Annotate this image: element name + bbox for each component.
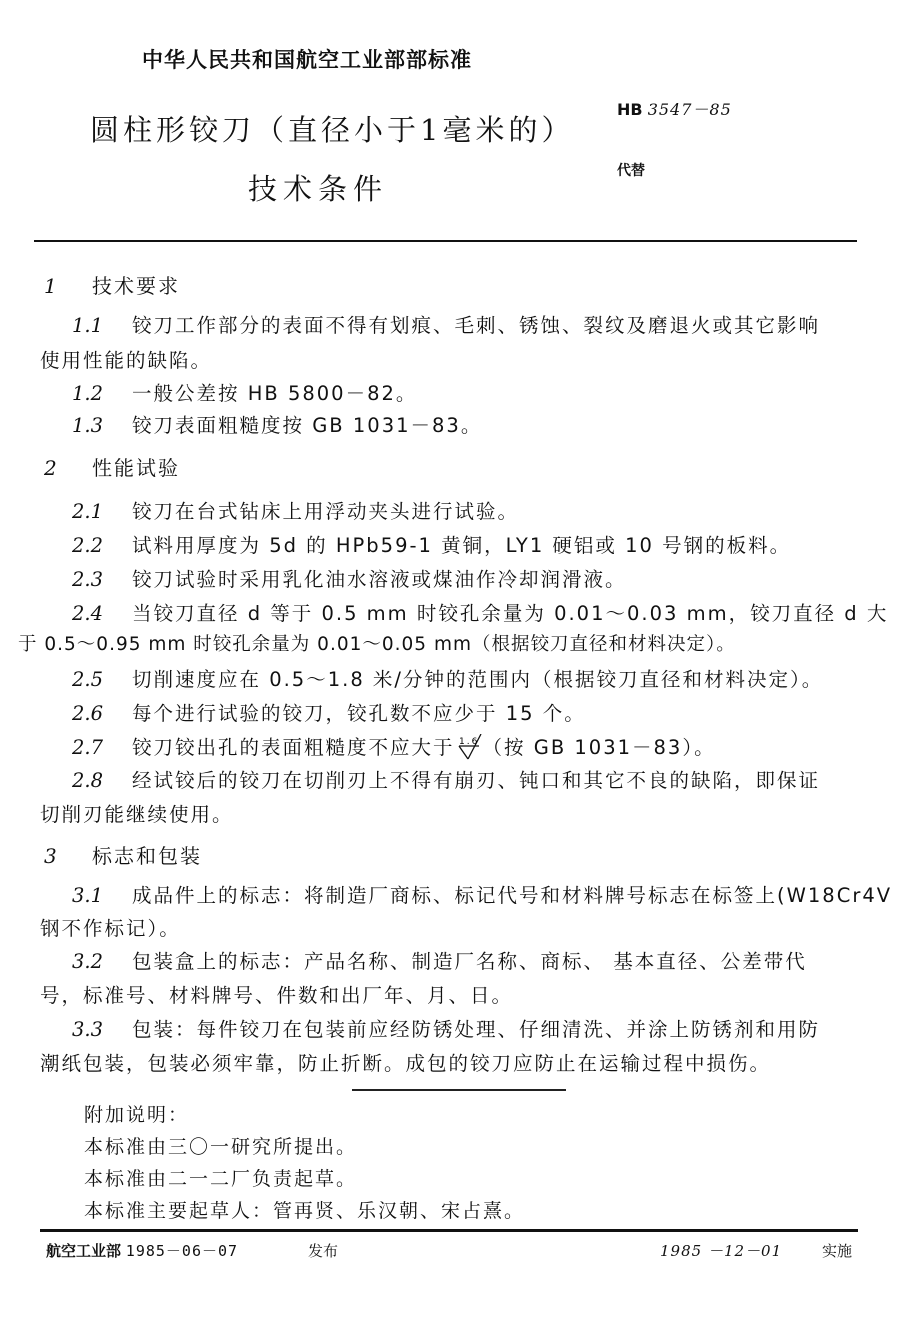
clause-2-8-continuation: 切削刃能继续使用。 [40, 803, 234, 826]
clause-2-5: 2.5 切削速度应在 0.5～1.8 米/分钟的范围内（根据铰刀直径和材料决定）。 [72, 668, 824, 691]
footer-issue [46, 1240, 238, 1261]
clause-3-2: 3.2 包装盒上的标志：产品名称、制造厂名称、商标、 基本直径、公差带代 [72, 950, 807, 973]
clause-2-4: 2.4 当铰刀直径 d 等于 0.5 mm 时铰孔余量为 0.01～0.03 mm，铰刀直径 d 大 [72, 602, 889, 625]
clause-1-1: 1.1 铰刀工作部分的表面不得有划痕、毛刺、锈蚀、裂纹及磨退火或其它影响 [72, 314, 821, 337]
clause-3-3-continuation: 潮纸包装，包装必须牢靠，防止折断。成包的铰刀应防止在运输过程中损伤。 [40, 1052, 772, 1075]
clause-3-1: 3.1 成品件上的标志：将制造厂商标、标记代号和材料牌号标志在标签上(W18Cr4V [72, 884, 893, 907]
notes-line: 本标准由二一二厂负责起草。 [84, 1168, 358, 1190]
clause-1-1-continuation: 使用性能的缺陷。 [40, 349, 213, 372]
issuer: 航空工业部 [46, 1242, 122, 1260]
clause-2-8: 2.8 经试铰后的铰刀在切削刃上不得有崩刃、钝口和其它不良的缺陷，即保证 [72, 769, 821, 792]
document-title-line1: 圆柱形铰刀（直径小于1毫米的） [90, 113, 575, 147]
notes-line: 本标准主要起草人：管再贤、乐汉朝、宋占熹。 [84, 1200, 526, 1222]
organization-header: 中华人民共和国航空工业部部标准 [142, 48, 472, 72]
surface-roughness-symbol-icon [455, 734, 483, 760]
footer-divider [40, 1229, 858, 1232]
svg-text:1.6: 1.6 [458, 737, 479, 747]
effective-label: 实施 [822, 1242, 853, 1260]
standard-prefix: HB [617, 100, 643, 119]
notes-title: 附加说明： [84, 1104, 190, 1126]
clause-3-2-continuation: 号，标准号、材料牌号、件数和出厂年、月、日。 [40, 984, 514, 1007]
notes-line: 本标准由三〇一研究所提出。 [84, 1136, 358, 1158]
clause-2-3: 2.3 铰刀试验时采用乳化油水溶液或煤油作冷却润滑液。 [72, 568, 627, 591]
standard-code [617, 97, 732, 120]
clause-2-7: 2.7 铰刀铰出孔的表面粗糙度不应大于 1.6 （按 GB 1031－83）。 [72, 736, 716, 759]
clause-3-3: 3.3 包装：每件铰刀在包装前应经防锈处理、仔细清洗、并涂上防锈剂和用防 [72, 1018, 821, 1041]
clause-2-6: 2.6 每个进行试验的铰刀，铰孔数不应少于 15 个。 [72, 702, 586, 725]
issue-label: 发布 [308, 1242, 339, 1260]
section-heading: 1 技术要求 [44, 274, 180, 298]
section-heading: 2 性能试验 [44, 456, 180, 480]
notes-divider [352, 1089, 566, 1091]
clause-2-4-continuation: 于 0.5～0.95 mm 时铰孔余量为 0.01～0.05 mm（根据铰刀直径和材料决定）。 [18, 634, 736, 655]
header-divider [34, 240, 857, 242]
clause-1-3: 1.3 铰刀表面粗糙度按 GB 1031－83。 [72, 414, 483, 437]
replaces-label: 代替 [617, 163, 645, 179]
clause-2-1: 2.1 铰刀在台式钻床上用浮动夹头进行试验。 [72, 500, 520, 523]
clause-1-2: 1.2 一般公差按 HB 5800－82。 [72, 382, 418, 405]
clause-2-2: 2.2 试料用厚度为 5d 的 HPb59-1 黄铜，LY1 硬铝或 10 号钢的板料。 [72, 534, 792, 557]
clause-3-1-continuation: 钢不作标记）。 [40, 917, 181, 940]
effective-date: 1985 －12－01 [660, 1242, 783, 1260]
document-title-line2: 技术条件 [248, 172, 389, 206]
section-heading: 3 标志和包装 [44, 844, 202, 868]
issue-date: 1985－06－07 [125, 1242, 239, 1260]
standard-number: 3547－85 [647, 100, 732, 119]
